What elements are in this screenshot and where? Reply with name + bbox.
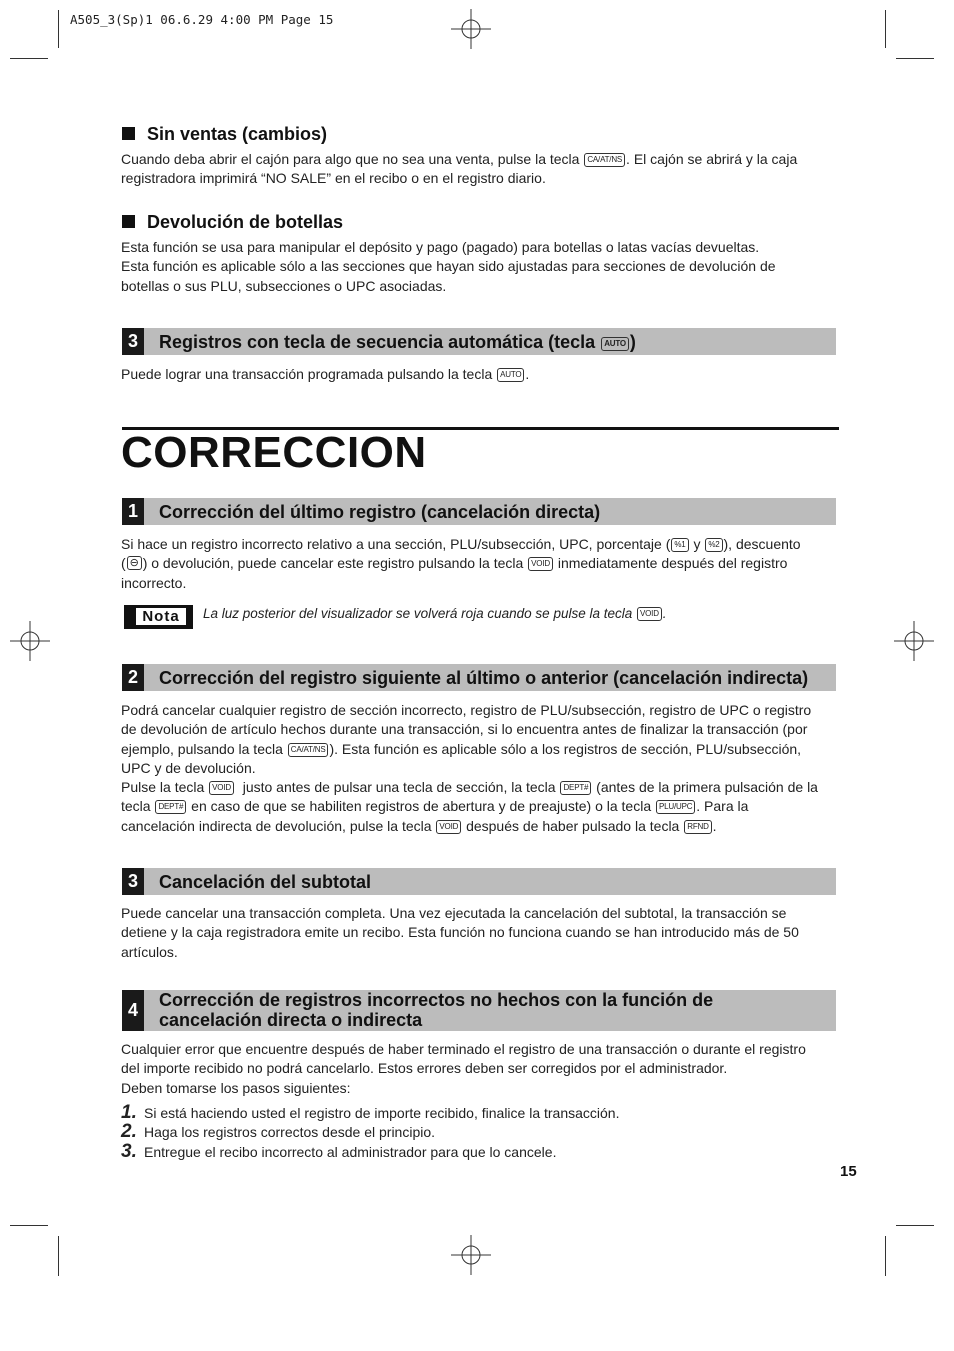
section-bar-2	[122, 664, 836, 691]
crop-mark	[10, 1225, 48, 1226]
crop-mark	[885, 10, 886, 48]
subheading-sin-ventas: Sin ventas (cambios)	[122, 124, 327, 145]
void-key-icon: VOID	[436, 820, 461, 834]
sec2-text: Podrá cancelar cualquier registro de sección incorrecto, registro de PLU/subsección, registro de UPC o registro de devolución de artículo hechos durante una transacción, si lo encuentra antes de finalizar la transacción (por ejemplo, pulsando la tecla CA/AT/NS ). Esta función es aplicable sólo a los registros de sección, PLU/subsección, UPC y de devolución. Pulse la tecla VOID justo antes de pulsar una tecla de sección, la tecla DEPT# (antes de la primera pulsación de la tecla DEPT# en caso de que se habiliten registros de abertura y de preajuste) o la tecla PLU/UPC . Para la cancelación indirecta de devolución, pulse la tecla VOID después de haber pulsado la tecla RFND .	[121, 702, 818, 834]
page-title: CORRECCION	[121, 428, 427, 477]
minus-key-icon: ⊖	[127, 556, 142, 570]
auto-key-icon: AUTO	[601, 337, 629, 351]
square-bullet-icon	[122, 215, 135, 228]
section-title: Corrección de registros incorrectos no hechos con la función de cancelación directa o indirecta	[159, 990, 714, 1030]
registration-mark-icon	[894, 621, 934, 661]
step-number: 1.	[121, 1102, 137, 1123]
section-number: 3	[122, 328, 144, 355]
section-bar-auto	[122, 328, 836, 355]
sec1-text: Si hace un registro incorrecto relativo a una sección, PLU/subsección, UPC, porcentaje ( %1 y %2 ), descuento ( ⊖ ) o devolución, puede cancelar este registro pulsando la tecla VOID inmediatamente después del registro incorrecto.	[121, 536, 801, 591]
crop-mark	[10, 58, 48, 59]
square-bullet-icon	[122, 127, 135, 140]
step-number: 2.	[121, 1121, 137, 1143]
sin-ventas-text: Cuando deba abrir el cajón para algo que no sea una venta, pulse la tecla CA/AT/NS . El cajón se abrirá y la caja registradora imprimirá “NO SALE” en el recibo o en el registro diario.	[121, 151, 798, 187]
section-number: 4	[122, 990, 144, 1031]
crop-mark	[885, 1236, 886, 1276]
nota-badge	[124, 605, 193, 629]
section-number: 1	[122, 498, 144, 525]
section-title: Cancelación del subtotal	[159, 872, 372, 892]
registration-mark-icon	[451, 1235, 491, 1275]
void-key-icon: VOID	[637, 607, 662, 621]
auto-text: Puede lograr una transacción programada pulsando la tecla AUTO .	[121, 366, 530, 382]
section-bar-3	[122, 868, 836, 895]
percent1-key-icon: %1	[671, 538, 688, 552]
dept-key-icon: DEPT#	[155, 800, 186, 814]
ca-key-icon: CA/AT/NS	[584, 153, 625, 167]
nota-text: La luz posterior del visualizador se volverá roja cuando se pulse la tecla VOID .	[203, 606, 667, 621]
auto-key-icon: AUTO	[497, 368, 524, 382]
section-number: 3	[122, 868, 144, 895]
step-number: 3.	[121, 1140, 137, 1162]
void-key-icon: VOID	[209, 781, 234, 795]
list-item: 1. Si está haciendo usted el registro de importe recibido, finalice la transacción.	[121, 1102, 620, 1123]
subheading-devolucion-botellas: Devolución de botellas	[122, 212, 343, 233]
percent2-key-icon: %2	[705, 538, 722, 552]
crop-mark	[58, 1236, 59, 1276]
void-key-icon: VOID	[528, 557, 553, 571]
list-item: 3. Entregue el recibo incorrecto al administrador para que lo cancele.	[121, 1140, 557, 1162]
section-title: Corrección del registro siguiente al último o anterior (cancelación indirecta)	[159, 668, 809, 688]
plu-key-icon: PLU/UPC	[656, 800, 695, 814]
crop-mark	[896, 1225, 934, 1226]
page-number: 15	[840, 1163, 857, 1180]
sec4-text: Cualquier error que encuentre después de haber terminado el registro de una transacción o durante el registro del importe recibido no podrá cancelarlo. Estos errores deben ser corregidos por el administrador. Deben tomarse los pasos siguientes:	[121, 1041, 806, 1096]
devolucion-text: Esta función se usa para manipular el depósito y pago (pagado) para botellas o latas vacías devueltas. Esta función es aplicable sólo a las secciones que hayan sido ajustadas para secciones de devolución de botellas o sus PLU, subsecciones o UPC asociadas.	[121, 239, 776, 294]
list-item: 2. Haga los registros correctos desde el principio.	[121, 1121, 436, 1143]
dept-key-icon: DEPT#	[560, 781, 591, 795]
section-bar-1	[122, 498, 836, 525]
rfnd-key-icon: RFND	[684, 820, 711, 834]
print-slug: A505_3(Sp)1 06.6.29 4:00 PM Page 15	[70, 12, 334, 27]
section-bar-4	[122, 990, 836, 1031]
registration-mark-icon	[451, 9, 491, 49]
sec3-text: Puede cancelar una transacción completa. Una vez ejecutada la cancelación del subtotal, la transacción se detiene y la caja registradora emite un recibo. Esta función no funciona cuando se han introducido más de 50 artículos.	[121, 905, 799, 960]
crop-mark	[896, 58, 934, 59]
ca-key-icon: CA/AT/NS	[288, 743, 329, 757]
registration-mark-icon	[10, 621, 50, 661]
nota-label: Nota	[136, 608, 186, 625]
crop-mark	[58, 10, 59, 48]
sec4-steps	[121, 1103, 841, 1161]
section-number: 2	[122, 664, 144, 691]
section-title: Registros con tecla de secuencia automática (tecla AUTO )	[159, 332, 636, 352]
section-title: Corrección del último registro (cancelación directa)	[159, 502, 601, 522]
